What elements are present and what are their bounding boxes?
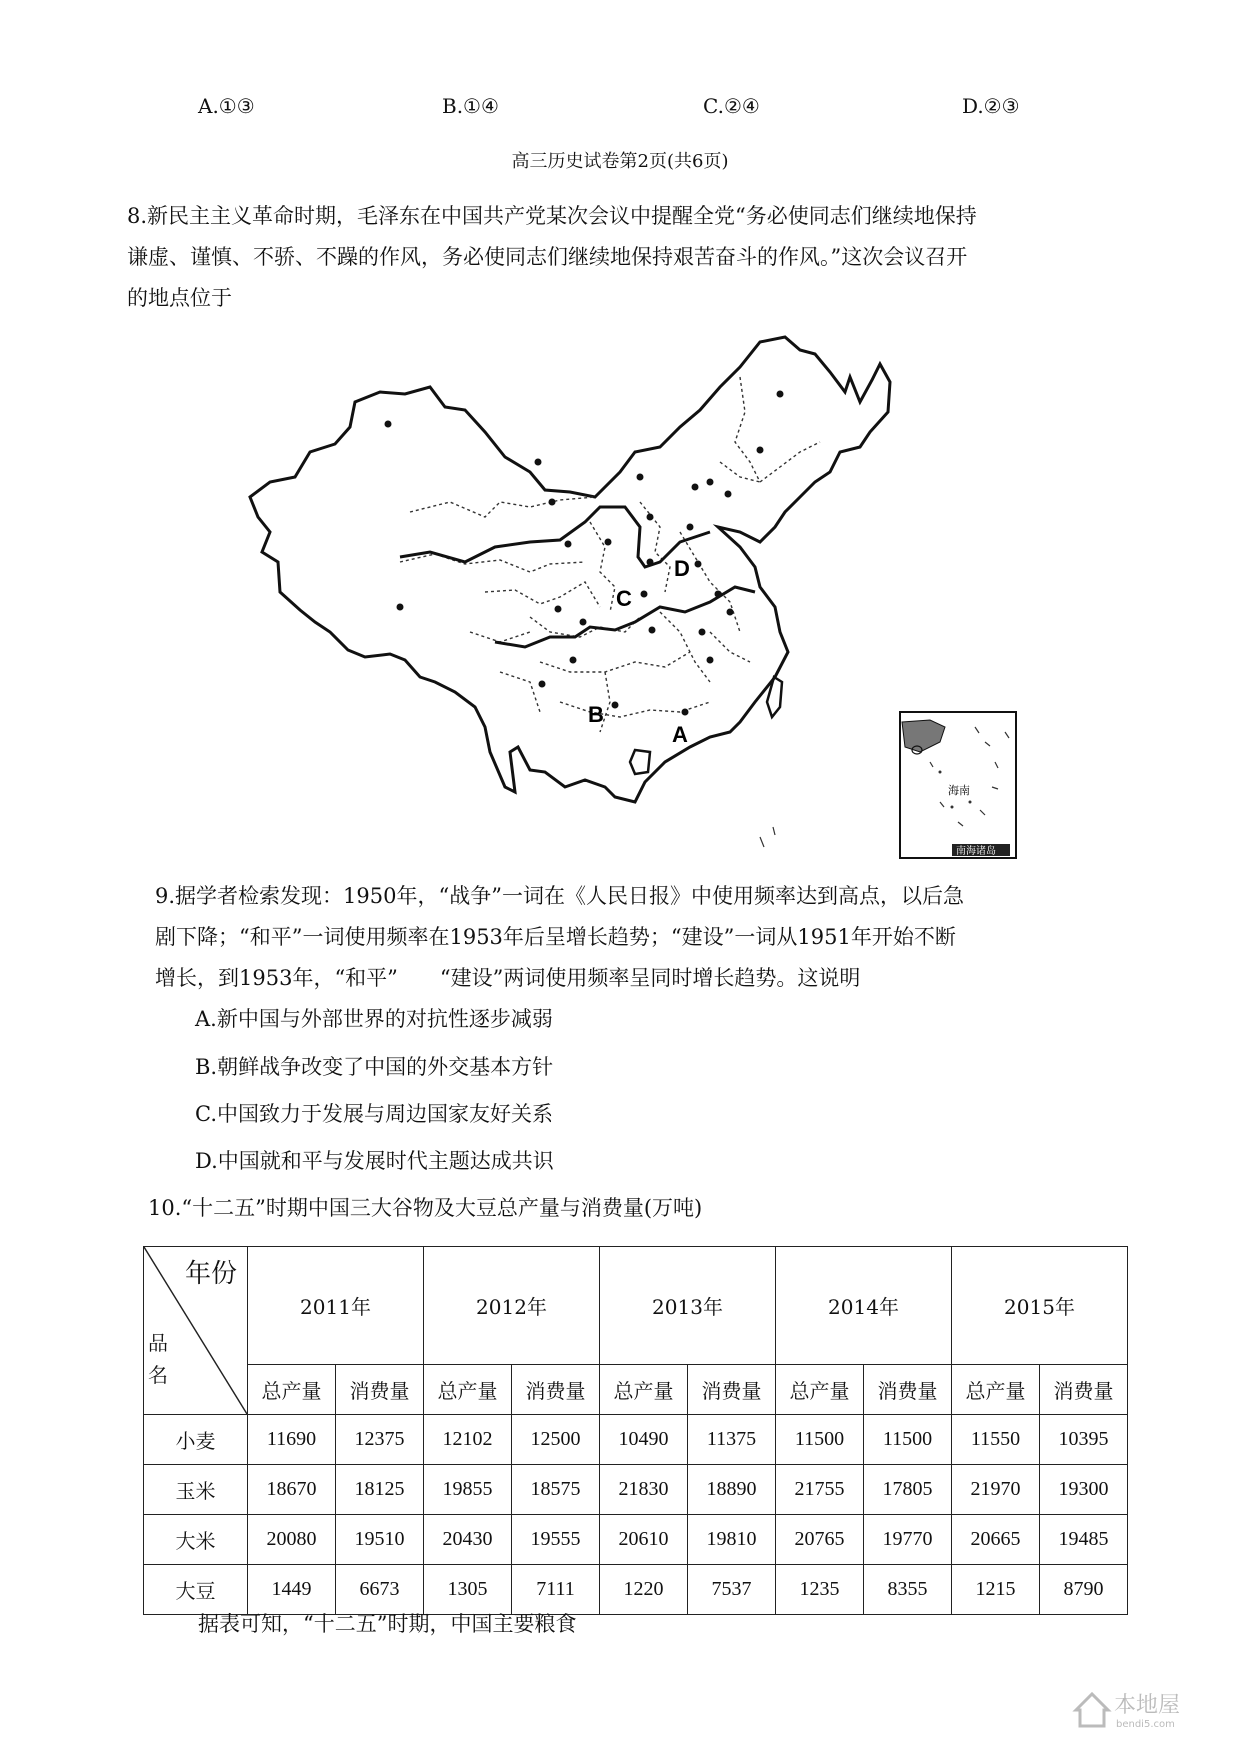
sub-header-production: 总产量 [776, 1365, 864, 1415]
q9-text [155, 876, 964, 999]
map-label-c: C [616, 586, 632, 611]
table-cell: 18670 [248, 1465, 336, 1515]
table-cell: 20610 [600, 1515, 688, 1565]
q8-text [127, 196, 977, 319]
q10-title: 10.“十二五”时期中国三大谷物及大豆总产量与消费量(万吨) [148, 1196, 703, 1220]
sub-header-consumption: 消费量 [336, 1365, 424, 1415]
page-footer: 高三历史试卷第2页(共6页) [511, 151, 729, 172]
table-row [144, 1465, 1128, 1515]
row-item-name: 玉米 [144, 1465, 248, 1515]
table-cell: 8790 [1040, 1565, 1128, 1615]
header-year-label: 年份 [184, 1259, 237, 1289]
q7-option-a: A.①③ [198, 94, 255, 118]
table-cell: 19510 [336, 1515, 424, 1565]
row-item-name: 小麦 [144, 1415, 248, 1465]
row-item-name: 大米 [144, 1515, 248, 1565]
q7-option-b: B.①④ [442, 94, 499, 118]
table-cell: 19300 [1040, 1465, 1128, 1515]
hainan-island [630, 750, 650, 774]
q7-option-c: C.②④ [703, 94, 760, 118]
table-cell: 1220 [600, 1565, 688, 1615]
table-cell: 19485 [1040, 1515, 1128, 1565]
table-cell: 20080 [248, 1515, 336, 1565]
table-cell: 18890 [688, 1465, 776, 1515]
table-cell: 19810 [688, 1515, 776, 1565]
table-cell: 19555 [512, 1515, 600, 1565]
table-cell: 10395 [1040, 1415, 1128, 1465]
table-cell: 1235 [776, 1565, 864, 1615]
map-label-b: B [588, 702, 604, 727]
sub-header-production: 总产量 [600, 1365, 688, 1415]
year-2015: 2015年 [952, 1247, 1128, 1365]
table-cell: 19770 [864, 1515, 952, 1565]
sub-header-consumption: 消费量 [688, 1365, 776, 1415]
table-body [144, 1415, 1128, 1615]
inset-label: 南海诸岛 [956, 846, 996, 857]
table-cell: 7111 [512, 1565, 600, 1615]
grain-table [143, 1246, 1128, 1615]
table-cell: 10490 [600, 1415, 688, 1465]
table-cell: 19855 [424, 1465, 512, 1515]
q9-line-1: 9.据学者检索发现：1950年，“战争”一词在《人民日报》中使用频率达到高点，以后急 [155, 884, 964, 908]
q9-option-d: D.中国就和平与发展时代主题达成共识 [195, 1149, 554, 1173]
row-item-name: 大豆 [144, 1565, 248, 1615]
table-cell: 18575 [512, 1465, 600, 1515]
sub-header-consumption: 消费量 [864, 1365, 952, 1415]
q8-line-3: 的地点位于 [127, 286, 232, 310]
table-cell: 11500 [864, 1415, 952, 1465]
header-item-label: 品名 [148, 1331, 168, 1387]
table-cell: 8355 [864, 1565, 952, 1615]
q10-conclusion: 据表可知，“十二五”时期，中国主要粮食 [198, 1612, 577, 1636]
table-cell: 1305 [424, 1565, 512, 1615]
table-cell: 11500 [776, 1415, 864, 1465]
table-cell: 18125 [336, 1465, 424, 1515]
map-outer-border [250, 337, 890, 802]
year-2012: 2012年 [424, 1247, 600, 1365]
yellow-river [400, 507, 710, 567]
table-corner-cell [144, 1247, 248, 1415]
china-map [240, 332, 1020, 867]
house-icon [1076, 1694, 1108, 1726]
sub-header-consumption: 消费量 [512, 1365, 600, 1415]
table-row [144, 1565, 1128, 1615]
table-cell: 17805 [864, 1465, 952, 1515]
table-cell: 7537 [688, 1565, 776, 1615]
watermark-logo [1070, 1682, 1200, 1732]
table-cell: 21830 [600, 1465, 688, 1515]
table-cell: 12500 [512, 1415, 600, 1465]
sub-header-consumption: 消费量 [1040, 1365, 1128, 1415]
map-label-d: D [674, 556, 690, 581]
table-cell: 11375 [688, 1415, 776, 1465]
table-cell: 12375 [336, 1415, 424, 1465]
map-label-a: A [672, 722, 688, 747]
table-cell: 11690 [248, 1415, 336, 1465]
q8-line-1: 8.新民主主义革命时期，毛泽东在中国共产党某次会议中提醒全党“务必使同志们继续地保持 [127, 204, 977, 228]
table-cell: 12102 [424, 1415, 512, 1465]
sub-header-production: 总产量 [424, 1365, 512, 1415]
table-cell: 1449 [248, 1565, 336, 1615]
table-cell: 21755 [776, 1465, 864, 1515]
sub-header-production: 总产量 [248, 1365, 336, 1415]
q7-option-d: D.②③ [962, 94, 1020, 118]
q9-line-3: 增长，到1953年，“和平” “建设”两词使用频率呈同时增长趋势。这说明 [155, 966, 861, 990]
year-2014: 2014年 [776, 1247, 952, 1365]
capital-dots [385, 391, 784, 716]
q8-line-2: 谦虚、谨慎、不骄、不躁的作风，务必使同志们继续地保持艰苦奋斗的作风。”这次会议召开 [127, 245, 968, 269]
year-2011: 2011年 [248, 1247, 424, 1365]
table-row [144, 1515, 1128, 1565]
q9-option-c: C.中国致力于发展与周边国家友好关系 [195, 1102, 553, 1126]
table-subheader-row [144, 1365, 1128, 1415]
inset-island-label: 海南 [948, 784, 970, 797]
q9-line-2: 剧下降；“和平”一词使用频率在1953年后呈增长趋势；“建设”一词从1951年开始不断 [155, 925, 956, 949]
table-cell: 20430 [424, 1515, 512, 1565]
table-cell: 20665 [952, 1515, 1040, 1565]
table-year-header-row [144, 1247, 1128, 1365]
table-cell: 21970 [952, 1465, 1040, 1515]
watermark-brand: 本地屋 [1114, 1693, 1181, 1718]
table-cell: 11550 [952, 1415, 1040, 1465]
province-boundaries [400, 377, 820, 732]
q9-option-b: B.朝鲜战争改变了中国的外交基本方针 [195, 1055, 554, 1079]
year-2013: 2013年 [600, 1247, 776, 1365]
table-cell: 6673 [336, 1565, 424, 1615]
table-cell: 20765 [776, 1515, 864, 1565]
sub-header-production: 总产量 [952, 1365, 1040, 1415]
south-china-sea-inset [900, 712, 1016, 858]
watermark-url: bendi5.com [1116, 1719, 1175, 1730]
q9-option-a: A.新中国与外部世界的对抗性逐步减弱 [195, 1007, 553, 1031]
table-cell: 1215 [952, 1565, 1040, 1615]
table-row [144, 1415, 1128, 1465]
